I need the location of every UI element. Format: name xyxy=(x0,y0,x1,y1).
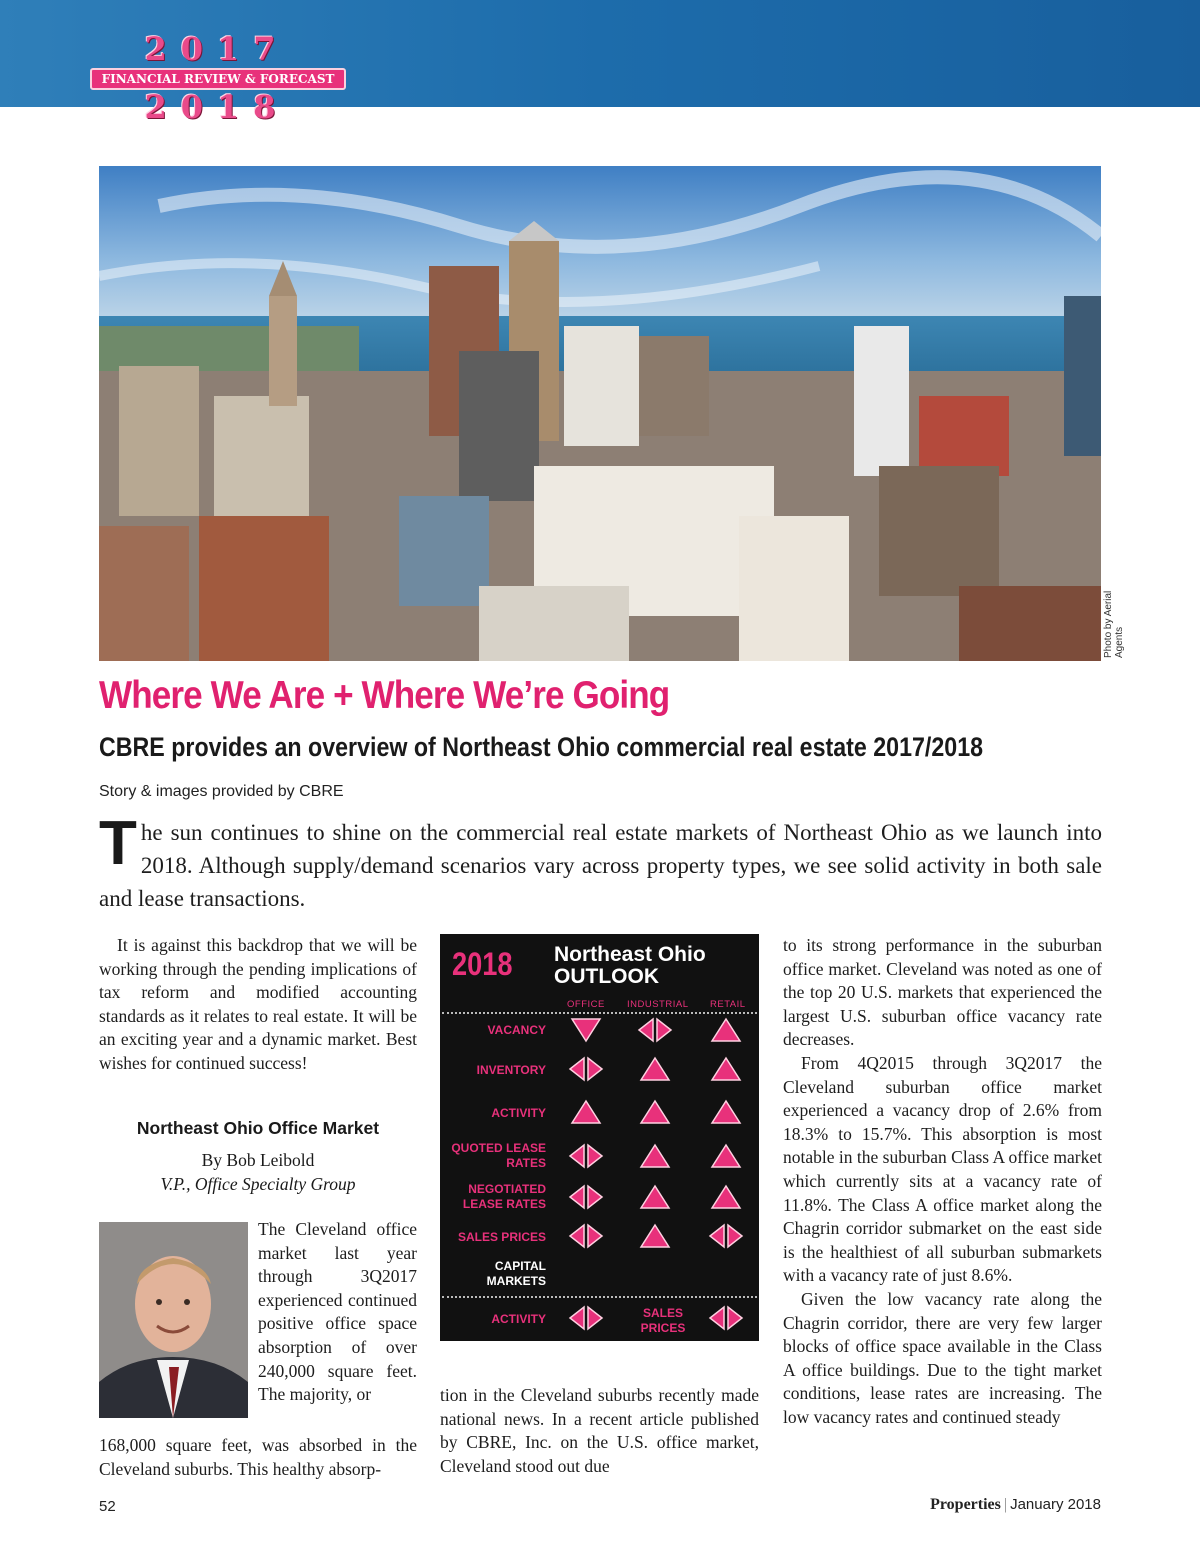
masthead-year-top: 2017 xyxy=(144,30,290,68)
column-3-paragraph: Given the low vacancy rate along the Chagrin corridor, there are very few larger blocks of office space available in the Class A office buildings. Due to the tight market conditions, lease rates are increasing. The low vacancy rates and continued steady xyxy=(783,1288,1102,1427)
outlook-row-label: ACTIVITY xyxy=(491,1106,546,1120)
outlook-column-industrial: INDUSTRIAL xyxy=(627,999,689,1010)
masthead-ribbon: FINANCIAL REVIEW & FORECAST xyxy=(90,68,346,90)
trend-up-icon xyxy=(708,1184,744,1210)
trend-down-icon xyxy=(568,1017,604,1043)
masthead-badge xyxy=(86,30,348,130)
author-role-prefix: V.P., xyxy=(160,1174,195,1194)
author-role xyxy=(99,1172,417,1196)
drop-cap: T xyxy=(99,809,137,878)
section-title: Northeast Ohio Office Market xyxy=(136,1118,380,1138)
author-portrait xyxy=(99,1222,248,1418)
outlook-column-retail: RETAIL xyxy=(710,999,746,1010)
trend-flat-icon xyxy=(568,1305,604,1331)
footer-separator: | xyxy=(1003,1496,1008,1513)
outlook-divider-top xyxy=(442,1012,757,1014)
masthead-year-bottom: 2018 xyxy=(144,88,290,126)
trend-up-icon xyxy=(637,1099,673,1125)
column-1-bottom-paragraph: 168,000 square feet, was absorbed in the Cleveland suburbs. This healthy absorp- xyxy=(99,1435,417,1479)
publication-footer xyxy=(930,1496,1101,1514)
article-byline: Story & images provided by CBRE xyxy=(99,783,344,800)
outlook-divider-bottom xyxy=(442,1296,757,1298)
outlook-year: 2018 xyxy=(452,946,513,982)
column-3-paragraph: From 4Q2015 through 3Q2017 the Cleveland suburban office market experienced a vacancy drop of 2.6% from 18.3% to 15.7%. This absorption is most notable in the suburban Class A office market which currently sits at a vacancy rate of 11.8%. The Class A office market along the Chagrin corridor submarket on the east side is the healthiest of all suburban submarkets with a vacancy rate of just 8.6%. xyxy=(783,1052,1102,1286)
author-name: By Bob Leibold xyxy=(201,1150,315,1170)
outlook-table xyxy=(440,934,759,1341)
skyline-illustration xyxy=(99,166,1101,661)
trend-flat-icon xyxy=(568,1056,604,1082)
author-role-group: Office Specialty Group xyxy=(194,1174,356,1194)
outlook-row-label: QUOTED LEASE RATES xyxy=(451,1141,546,1170)
trend-flat-icon xyxy=(708,1305,744,1331)
article-headline: Where We Are + Where We’re Going xyxy=(99,674,670,717)
outlook-title xyxy=(554,944,706,988)
author-block xyxy=(99,1148,417,1196)
portrait-illustration xyxy=(99,1222,248,1418)
outlook-title-line-1: Northeast Ohio xyxy=(554,943,706,966)
column-1-wrap-text xyxy=(258,1218,417,1407)
outlook-cm-sales-label: SALES PRICES xyxy=(640,1306,686,1335)
trend-up-icon xyxy=(637,1184,673,1210)
trend-up-icon xyxy=(708,1056,744,1082)
outlook-capital-markets-label: CAPITAL MARKETS xyxy=(486,1259,546,1288)
photo-credit: Photo by Aerial Agents xyxy=(1103,590,1125,658)
trend-up-icon xyxy=(637,1143,673,1169)
outlook-row-label: VACANCY xyxy=(487,1023,546,1037)
outlook-row-label: SALES PRICES xyxy=(457,1230,546,1244)
outlook-title-line-2: OUTLOOK xyxy=(554,965,659,988)
publication-date: January 2018 xyxy=(1010,1496,1101,1513)
article-subheadline: CBRE provides an overview of Northeast Ohio commercial real estate 2017/2018 xyxy=(99,732,984,762)
column-1-paragraph: It is against this backdrop that we will be working through the pending implications of tax reform and modified accounting standards as it relates to real estate. It will be an exciting year and a dynamic market. Best wishes for continued success! xyxy=(99,935,417,1073)
outlook-row-label: NEGOTIATED LEASE RATES xyxy=(462,1182,546,1211)
outlook-row-label: INVENTORY xyxy=(476,1063,546,1077)
column-2-paragraph: tion in the Cleveland suburbs recently made national news. In a recent article published by CBRE, Inc. on the U.S. office market, Cleveland stood out due xyxy=(440,1385,759,1476)
column-3-paragraph: to its strong performance in the suburban office market. Cleveland was noted as one of the top 20 U.S. markets that experienced the largest U.S. suburban office vacancy rate decreases. xyxy=(783,935,1102,1050)
column-1-wrap-paragraph: The Cleveland office market last year through 3Q2017 experienced continued positive office space absorption of over 240,000 square feet. The majority, or xyxy=(258,1219,417,1405)
column-1-bottom-text xyxy=(99,1434,417,1481)
trend-flat-icon xyxy=(708,1223,744,1249)
trend-up-icon xyxy=(637,1056,673,1082)
trend-up-icon xyxy=(708,1143,744,1169)
column-3 xyxy=(783,934,1102,1429)
column-1 xyxy=(99,934,417,1076)
trend-flat-icon xyxy=(568,1223,604,1249)
trend-flat-icon xyxy=(568,1184,604,1210)
lead-paragraph xyxy=(99,809,1102,915)
publication-name: Properties xyxy=(930,1496,1001,1513)
trend-flat-icon xyxy=(637,1017,673,1043)
cleveland-skyline-photo xyxy=(99,166,1101,661)
trend-flat-icon xyxy=(568,1143,604,1169)
outlook-column-office: OFFICE xyxy=(567,999,605,1010)
lead-text: he sun continues to shine on the commercial real estate markets of Northeast Ohio as we launch into 2018. Although supply/demand scenarios vary across property types, we see solid activity in both sale and lease transactions. xyxy=(99,820,1102,911)
trend-up-icon xyxy=(708,1099,744,1125)
trend-up-icon xyxy=(568,1099,604,1125)
trend-up-icon xyxy=(708,1017,744,1043)
column-2 xyxy=(440,1384,759,1478)
outlook-cm-activity-label: ACTIVITY xyxy=(491,1312,546,1326)
page-number: 52 xyxy=(99,1498,116,1515)
trend-up-icon xyxy=(637,1223,673,1249)
